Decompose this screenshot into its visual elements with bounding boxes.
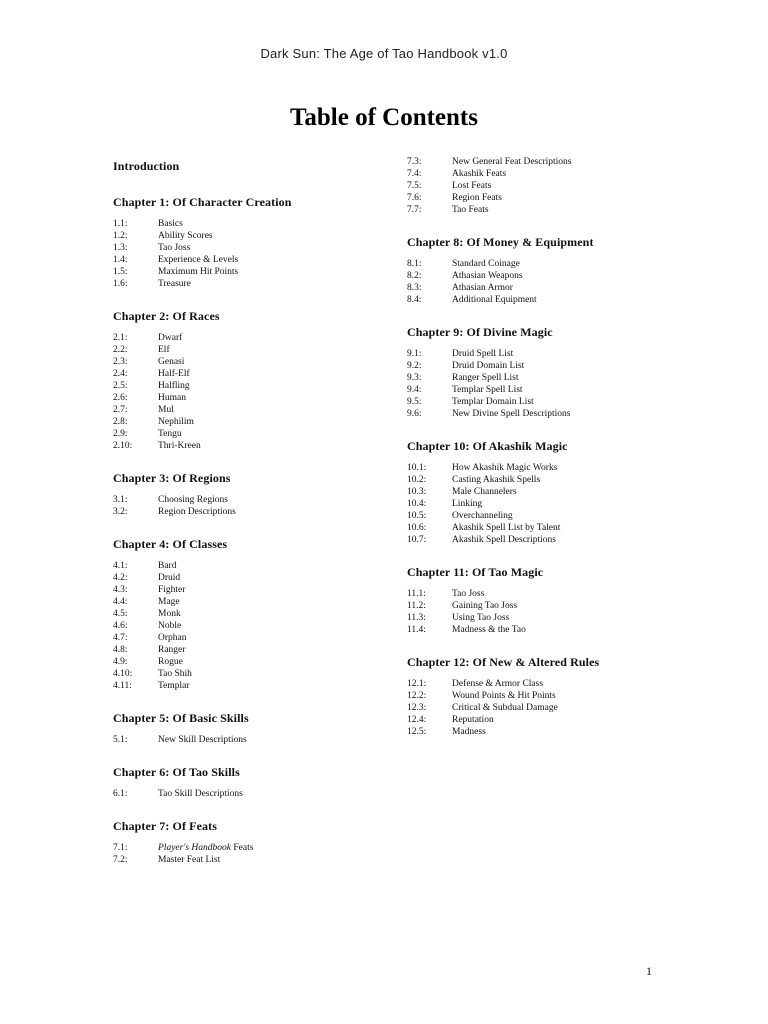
toc-entry-label: Basics xyxy=(158,219,183,229)
toc-entry-number: 2.1: xyxy=(113,333,128,343)
toc-entry-label: Experience & Levels xyxy=(158,255,239,265)
toc-entry-number: 4.11: xyxy=(113,681,132,691)
toc-entry-number: 12.4: xyxy=(407,715,427,725)
toc-entry[interactable] xyxy=(407,282,657,294)
toc-entry-label: Maximum Hit Points xyxy=(158,267,239,277)
toc-entry-number: 9.2: xyxy=(407,361,422,371)
toc-entry[interactable] xyxy=(113,644,363,656)
toc-entry-number: 2.6: xyxy=(113,393,128,403)
toc-entry[interactable] xyxy=(407,702,657,714)
toc-entry[interactable] xyxy=(113,788,363,800)
toc-entry-label: Dwarf xyxy=(158,333,183,343)
chapter-entries xyxy=(113,332,363,452)
toc-entry-label: Ranger Spell List xyxy=(452,373,519,383)
toc-entry[interactable] xyxy=(407,600,657,612)
toc-entry-label: Gaining Tao Joss xyxy=(452,601,518,611)
toc-entry-label: Linking xyxy=(452,499,483,509)
toc-entry-label: Treasure xyxy=(158,279,191,289)
toc-entry[interactable] xyxy=(407,294,657,306)
toc-entry-label: Region Feats xyxy=(452,193,502,203)
toc-entry-label: Wound Points & Hit Points xyxy=(452,691,556,701)
toc-section xyxy=(407,234,657,306)
toc-entry-number: 4.3: xyxy=(113,585,128,595)
toc-entry-label: Tao Joss xyxy=(452,589,485,599)
toc-entry-label: Bard xyxy=(158,561,177,571)
toc-entry-number: 12.1: xyxy=(407,679,427,689)
toc-entry-number: 8.3: xyxy=(407,283,422,293)
toc-entry-label: Fighter xyxy=(158,585,186,595)
toc-entry-number: 4.2: xyxy=(113,573,128,583)
toc-entry-number: 11.2: xyxy=(407,601,426,611)
page-number: 1 xyxy=(646,964,652,978)
toc-entry[interactable] xyxy=(407,258,657,270)
toc-entry-number: 1.3: xyxy=(113,243,128,253)
toc-entry[interactable] xyxy=(113,368,363,380)
toc-entry-number: 12.3: xyxy=(407,703,427,713)
toc-entry-label: Genasi xyxy=(158,357,185,367)
toc-entry-number: 4.1: xyxy=(113,561,128,571)
toc-section xyxy=(407,324,657,420)
chapter-entries xyxy=(407,588,657,636)
toc-entry-label: Noble xyxy=(158,621,182,631)
toc-entry-number: 8.1: xyxy=(407,259,422,269)
chapter-heading[interactable]: Chapter 10: Of Akashik Magic xyxy=(407,439,568,453)
chapter-heading[interactable]: Chapter 1: Of Character Creation xyxy=(113,195,292,209)
toc-entry[interactable] xyxy=(113,842,363,854)
toc-entry[interactable] xyxy=(113,668,363,680)
toc-right-column xyxy=(407,156,657,738)
toc-section xyxy=(113,194,363,290)
toc-entry-label: New General Feat Descriptions xyxy=(452,157,572,167)
toc-entry-label: Orphan xyxy=(158,633,187,643)
toc-entry-number: 7.1: xyxy=(113,843,128,853)
chapter-entries xyxy=(113,788,363,800)
toc-entry[interactable] xyxy=(407,588,657,600)
toc-entry-number: 7.7: xyxy=(407,205,422,215)
toc-entry[interactable] xyxy=(407,612,657,624)
toc-entry-number: 2.7: xyxy=(113,405,128,415)
toc-entry-label: Tengu xyxy=(158,429,182,439)
toc-entry[interactable] xyxy=(407,168,657,180)
chapter-entries xyxy=(407,348,657,420)
toc-entry-number: 9.4: xyxy=(407,385,422,395)
toc-entry-label: Akashik Spell Descriptions xyxy=(452,535,556,545)
toc-entry[interactable] xyxy=(407,180,657,192)
toc-entry-label xyxy=(158,842,253,854)
toc-entry-label: Choosing Regions xyxy=(158,495,228,505)
toc-section xyxy=(113,710,363,746)
toc-entry-number: 2.4: xyxy=(113,369,128,379)
toc-entry[interactable] xyxy=(113,380,363,392)
toc-entry[interactable] xyxy=(113,680,363,692)
toc-entry[interactable] xyxy=(407,678,657,690)
toc-entry[interactable] xyxy=(407,462,657,474)
chapter-heading[interactable]: Chapter 8: Of Money & Equipment xyxy=(407,235,594,249)
toc-entry[interactable] xyxy=(407,156,657,168)
toc-entry[interactable] xyxy=(113,332,363,344)
toc-entry[interactable] xyxy=(407,360,657,372)
toc-entry-number: 8.2: xyxy=(407,271,422,281)
toc-entry-number: 1.5: xyxy=(113,267,128,277)
chapter-entries xyxy=(407,678,657,738)
toc-entry-label: Male Channelers xyxy=(452,487,517,497)
toc-entry-number: 9.1: xyxy=(407,349,422,359)
toc-entry-label: Tao Joss xyxy=(158,243,191,253)
toc-entry[interactable] xyxy=(113,494,363,506)
chapter-heading[interactable]: Chapter 3: Of Regions xyxy=(113,471,231,485)
chapter-entries xyxy=(407,462,657,546)
toc-entry-number: 9.6: xyxy=(407,409,422,419)
toc-section xyxy=(113,818,363,866)
toc-section xyxy=(407,564,657,636)
toc-entry-label: Master Feat List xyxy=(158,855,221,865)
toc-entry-label: Druid Domain List xyxy=(452,361,525,371)
toc-entry-label: Akashik Spell List by Talent xyxy=(452,523,561,533)
toc-entry-number: 6.1: xyxy=(113,789,128,799)
toc-entry-label: Templar Domain List xyxy=(452,397,534,407)
toc-section xyxy=(113,470,363,518)
toc-entry[interactable] xyxy=(407,408,657,420)
toc-entry[interactable] xyxy=(113,656,363,668)
toc-entry[interactable] xyxy=(113,242,363,254)
toc-entry[interactable] xyxy=(113,428,363,440)
chapter-entries xyxy=(113,734,363,746)
toc-entry[interactable] xyxy=(407,348,657,360)
toc-entry-number: 4.10: xyxy=(113,669,133,679)
toc-entry[interactable] xyxy=(407,690,657,702)
toc-entry-label: Thri-Kreen xyxy=(158,441,201,451)
toc-entry[interactable] xyxy=(407,624,657,636)
toc-entry-label: Elf xyxy=(158,345,170,355)
chapter-heading[interactable]: Chapter 9: Of Divine Magic xyxy=(407,325,553,339)
toc-entry-label: Halfling xyxy=(158,381,190,391)
toc-entry-label: How Akashik Magic Works xyxy=(452,463,558,473)
toc-entry-number: 2.2: xyxy=(113,345,128,355)
toc-entry-label: Overchanneling xyxy=(452,511,513,521)
running-header: Dark Sun: The Age of Tao Handbook v1.0 xyxy=(260,46,508,61)
toc-entry-label: New Divine Spell Descriptions xyxy=(452,409,571,419)
toc-entry-number: 12.2: xyxy=(407,691,427,701)
toc-entry[interactable] xyxy=(113,734,363,746)
toc-entry-label: Templar xyxy=(158,681,190,691)
toc-entry-label: Rogue xyxy=(158,657,183,667)
toc-entry-number: 9.3: xyxy=(407,373,422,383)
toc-entry-label: Athasian Armor xyxy=(452,283,513,293)
toc-entry-label: Additional Equipment xyxy=(452,295,537,305)
chapter-entries xyxy=(113,842,363,866)
toc-entry-label: Half-Elf xyxy=(158,369,190,379)
toc-entry[interactable] xyxy=(113,356,363,368)
toc-entry-number: 4.6: xyxy=(113,621,128,631)
toc-entry-label: Tao Shih xyxy=(158,669,192,679)
chapter-entries xyxy=(113,218,363,290)
toc-entry-label: Standard Coinage xyxy=(452,259,520,269)
toc-entry-number: 10.3: xyxy=(407,487,427,497)
page-title: Table of Contents xyxy=(290,104,478,131)
toc-entry[interactable] xyxy=(407,192,657,204)
toc-entry[interactable] xyxy=(407,726,657,738)
toc-entry-label: New Skill Descriptions xyxy=(158,735,247,745)
toc-entry[interactable] xyxy=(113,218,363,230)
toc-entry-number: 10.1: xyxy=(407,463,427,473)
toc-entry[interactable] xyxy=(113,440,363,452)
chapter-entries xyxy=(113,560,363,692)
toc-entry-label: Tao Feats xyxy=(452,205,489,215)
toc-entry[interactable] xyxy=(113,278,363,290)
toc-entry[interactable] xyxy=(407,534,657,546)
chapter-heading[interactable]: Chapter 11: Of Tao Magic xyxy=(407,565,544,579)
toc-entry-label-italic: Player's Handbook xyxy=(158,843,232,853)
toc-entry-number: 9.5: xyxy=(407,397,422,407)
toc-entry-number: 5.1: xyxy=(113,735,128,745)
toc-entry-number: 1.2: xyxy=(113,231,128,241)
toc-entry-number: 2.3: xyxy=(113,357,128,367)
toc-entry-label: Lost Feats xyxy=(452,181,492,191)
toc-entry-number: 3.2: xyxy=(113,507,128,517)
toc-entry-number: 4.7: xyxy=(113,633,128,643)
chapter-heading[interactable]: Introduction xyxy=(113,159,180,173)
toc-entry-number: 4.8: xyxy=(113,645,128,655)
toc-entry-label: Mage xyxy=(158,597,180,607)
toc-entry-number: 10.7: xyxy=(407,535,427,545)
toc-entry-label: Ranger xyxy=(158,645,186,655)
toc-entry-label: Ability Scores xyxy=(158,231,213,241)
toc-entry-label: Madness & the Tao xyxy=(452,625,526,635)
toc-entry-label: Mul xyxy=(158,405,174,415)
toc-entry[interactable] xyxy=(113,608,363,620)
toc-entry[interactable] xyxy=(407,510,657,522)
chapter-heading[interactable]: Chapter 12: Of New & Altered Rules xyxy=(407,655,600,669)
toc-entry-label: Druid xyxy=(158,573,181,583)
toc-entry-number: 2.10: xyxy=(113,441,133,451)
toc-section xyxy=(113,536,363,692)
toc-section xyxy=(407,438,657,546)
toc-entry[interactable] xyxy=(407,474,657,486)
toc-entry-number: 1.4: xyxy=(113,255,128,265)
toc-entry-number: 11.3: xyxy=(407,613,426,623)
toc-entry[interactable] xyxy=(113,632,363,644)
chapter-heading[interactable]: Chapter 7: Of Feats xyxy=(113,819,217,833)
toc-entry[interactable] xyxy=(113,416,363,428)
toc-entry-label: Critical & Subdual Damage xyxy=(452,703,558,713)
toc-entry[interactable] xyxy=(113,266,363,278)
toc-entry-label-rest: Feats xyxy=(231,843,254,853)
toc-entry-label: Defense & Armor Class xyxy=(452,679,544,689)
toc-entry[interactable] xyxy=(113,596,363,608)
toc-left-column xyxy=(113,156,363,866)
toc-entry-label: Athasian Weapons xyxy=(452,271,523,281)
toc-entry-number: 10.6: xyxy=(407,523,427,533)
chapter-heading[interactable]: Chapter 5: Of Basic Skills xyxy=(113,711,249,725)
toc-entry-number: 2.9: xyxy=(113,429,128,439)
toc-section xyxy=(407,654,657,738)
toc-entry-number: 1.1: xyxy=(113,219,128,229)
toc-entry[interactable] xyxy=(113,584,363,596)
chapter-7-continued-entries xyxy=(407,156,657,216)
toc-entry-number: 2.5: xyxy=(113,381,128,391)
toc-entry[interactable] xyxy=(113,572,363,584)
toc-entry[interactable] xyxy=(113,230,363,242)
chapter-heading[interactable]: Chapter 4: Of Classes xyxy=(113,537,228,551)
toc-entry[interactable] xyxy=(407,522,657,534)
toc-entry[interactable] xyxy=(407,714,657,726)
toc-entry-label: Akashik Feats xyxy=(452,169,507,179)
toc-entry[interactable] xyxy=(113,506,363,518)
toc-entry-label: Region Descriptions xyxy=(158,507,236,517)
toc-entry-number: 7.4: xyxy=(407,169,422,179)
chapter-entries xyxy=(113,494,363,518)
toc-entry-label: Druid Spell List xyxy=(452,349,514,359)
toc-entry-number: 10.2: xyxy=(407,475,427,485)
toc-entry-number: 4.5: xyxy=(113,609,128,619)
toc-entry-number: 4.9: xyxy=(113,657,128,667)
toc-entry-label: Human xyxy=(158,393,186,403)
toc-entry-label: Tao Skill Descriptions xyxy=(158,789,243,799)
toc-entry-label: Using Tao Joss xyxy=(452,613,510,623)
chapter-entries xyxy=(407,258,657,306)
toc-entry-number: 8.4: xyxy=(407,295,422,305)
toc-section xyxy=(113,308,363,452)
toc-entry[interactable] xyxy=(113,404,363,416)
toc-entry-label: Casting Akashik Spells xyxy=(452,475,541,485)
toc-entry-number: 3.1: xyxy=(113,495,128,505)
toc-entry-number: 10.4: xyxy=(407,499,427,509)
toc-entry[interactable] xyxy=(407,204,657,216)
toc-entry[interactable] xyxy=(407,384,657,396)
toc-entry[interactable] xyxy=(113,560,363,572)
toc-entry[interactable] xyxy=(407,270,657,282)
toc-entry-label: Madness xyxy=(452,727,486,737)
toc-entry-number: 1.6: xyxy=(113,279,128,289)
toc-entry[interactable] xyxy=(407,498,657,510)
toc-entry-number: 7.5: xyxy=(407,181,422,191)
toc-entry-label: Templar Spell List xyxy=(452,385,523,395)
toc-entry-label: Reputation xyxy=(452,715,494,725)
toc-entry-label: Monk xyxy=(158,609,181,619)
toc-entry-number: 7.6: xyxy=(407,193,422,203)
toc-section xyxy=(113,158,363,174)
toc-entry[interactable] xyxy=(113,620,363,632)
toc-entry[interactable] xyxy=(407,486,657,498)
toc-entry[interactable] xyxy=(407,372,657,384)
chapter-heading[interactable]: Chapter 6: Of Tao Skills xyxy=(113,765,240,779)
toc-entry[interactable] xyxy=(113,392,363,404)
toc-entry-number: 11.1: xyxy=(407,589,426,599)
toc-entry[interactable] xyxy=(407,396,657,408)
toc-entry-number: 4.4: xyxy=(113,597,128,607)
toc-entry[interactable] xyxy=(113,254,363,266)
toc-entry[interactable] xyxy=(113,344,363,356)
toc-entry-number: 12.5: xyxy=(407,727,427,737)
toc-entry-number: 10.5: xyxy=(407,511,427,521)
toc-entry-number: 2.8: xyxy=(113,417,128,427)
toc-entry-number: 7.2: xyxy=(113,855,128,865)
toc-section xyxy=(113,764,363,800)
toc-entry-label: Nephilim xyxy=(158,417,194,427)
toc-entry[interactable] xyxy=(113,854,363,866)
chapter-heading[interactable]: Chapter 2: Of Races xyxy=(113,309,220,323)
toc-entry-number: 7.3: xyxy=(407,157,422,167)
toc-entry-number: 11.4: xyxy=(407,625,426,635)
